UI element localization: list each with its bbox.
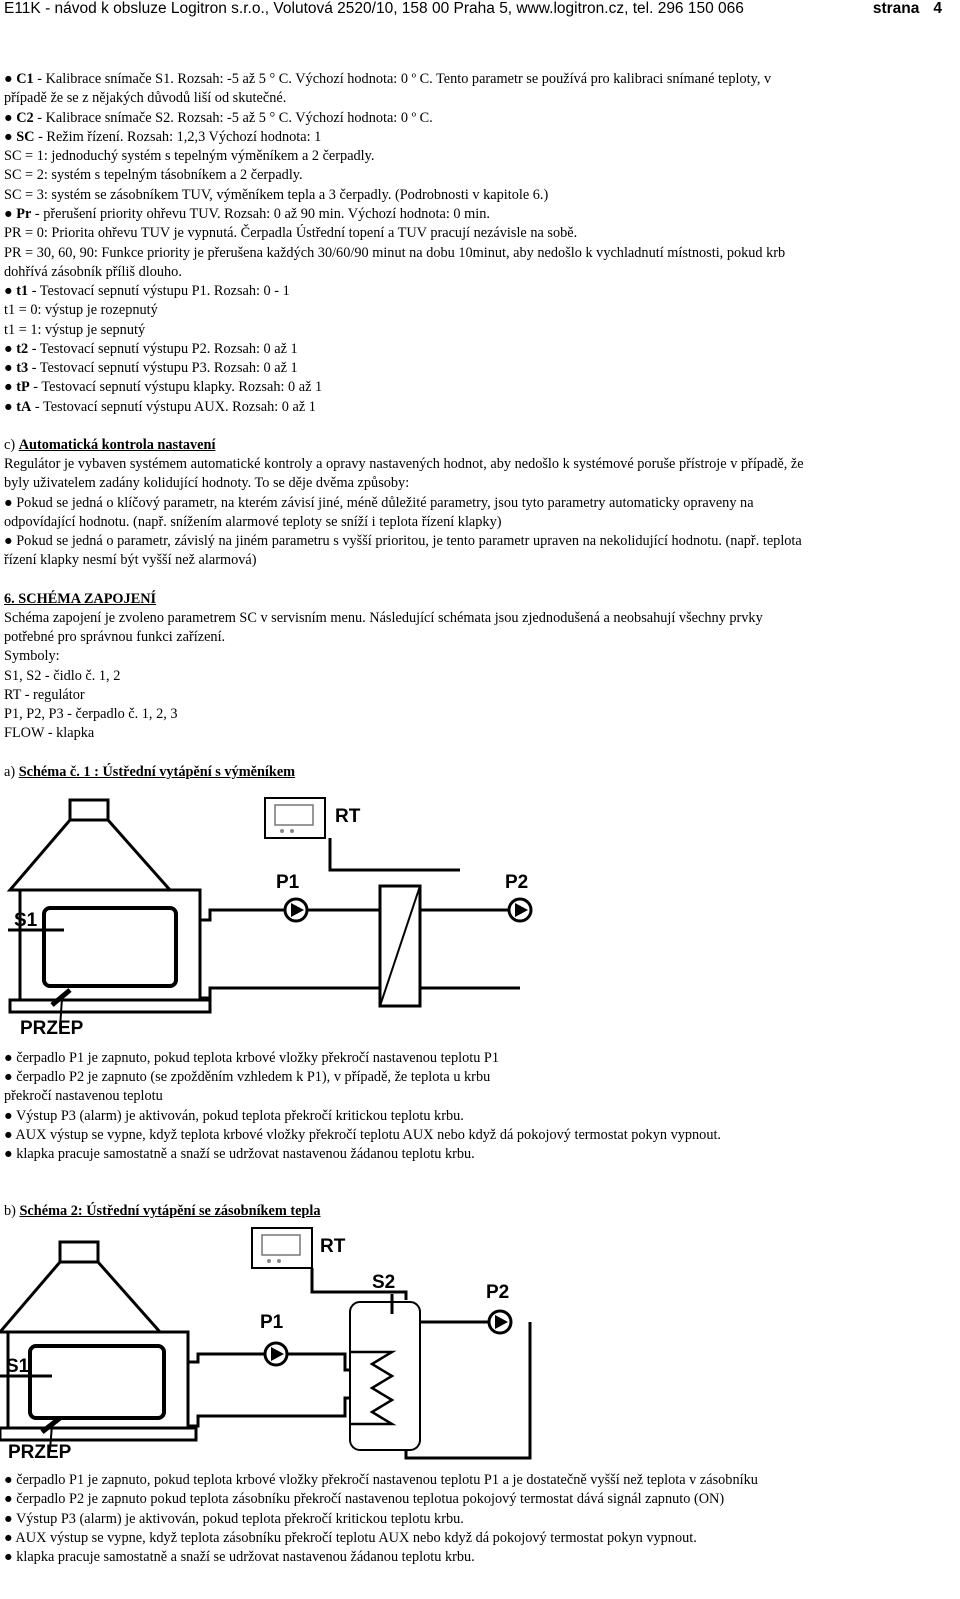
symbols-heading: Symboly: <box>4 648 60 664</box>
fireplace-icon <box>10 800 210 1012</box>
param-sc: ● SC - Režim řízení. Rozsah: 1,2,3 Výchozí hodnota: 1 <box>4 129 322 145</box>
param-t2: ● t2 - Testovací sepnutí výstupu P2. Rozsah: 0 až 1 <box>4 341 298 357</box>
rt-label: RT <box>320 1236 346 1257</box>
schema-2-note-1: ● čerpadlo P1 je zapnuto, pokud teplota krbové vložky překročí nastavenou teplotu P1 a je dostatečně vyšší než teplota v zásobníku <box>4 1472 758 1488</box>
schema-1-note-3: ● Výstup P3 (alarm) je aktivován, pokud teplota překročí kritickou teplotu krbu. <box>4 1108 464 1124</box>
section-c-bullet-1-cont: odpovídající hodnotu. (např. snížením alarmové teploty se sníží i teplota řízení klapky) <box>4 514 502 530</box>
rt-thermostat-icon <box>265 798 325 838</box>
s1-label: S1 <box>6 1356 30 1377</box>
param-sc2: SC = 2: systém s tepelným tásobníkem a 2 čerpadly. <box>4 167 303 183</box>
schema-1-note-5: ● klapka pracuje samostatně a snaží se udržovat nastavenou žádanou teplotu krbu. <box>4 1146 475 1162</box>
param-c1-cont: případě že se z nějakých důvodů liší od skutečné. <box>4 90 287 106</box>
schema-1-note-2-cont: překročí nastavenou teplotu <box>4 1088 163 1104</box>
schema-1-diagram <box>0 790 960 1050</box>
storage-tank-icon <box>350 1302 420 1450</box>
p2-label: P2 <box>505 872 529 893</box>
section-6-heading: 6. SCHÉMA ZAPOJENÍ <box>4 591 157 607</box>
param-pr0: PR = 0: Priorita ohřevu TUV je vypnutá. Čerpadla Ústřední topení a TUV pracují nezávisle na sobě. <box>4 225 578 241</box>
p1-label: P1 <box>276 872 300 893</box>
schema-2-heading: b) Schéma 2: Ústřední vytápění se zásobníkem tepla <box>4 1203 321 1219</box>
header-company-info: E11K - návod k obsluze Logitron s.r.o., Volutová 2520/10, 158 00 Praha 5, www.logitron.cz, tel. 296 150 066 <box>4 0 744 17</box>
section-6-p1: Schéma zapojení je zvoleno parametrem SC v servisním menu. Následující schémata jsou zjednodušená a neobsahují všechny prvky <box>4 610 763 626</box>
schema-2-note-5: ● klapka pracuje samostatně a snaží se udržovat nastavenou žádanou teplotu krbu. <box>4 1549 475 1565</box>
param-sc3: SC = 3: systém se zásobníkem TUV, výměníkem tepla a 3 čerpadly. (Podrobnosti v kapitole 6.) <box>4 187 549 203</box>
pump-p1-icon <box>265 1343 287 1365</box>
piping-lines <box>200 838 520 998</box>
param-ta: ● tA - Testovací sepnutí výstupu AUX. Rozsah: 0 až 1 <box>4 399 316 415</box>
symbol-regulator: RT - regulátor <box>4 687 85 703</box>
s2-label: S2 <box>372 1272 396 1293</box>
s1-label: S1 <box>14 910 38 931</box>
przep-label: PRZEP <box>8 1442 72 1463</box>
schema-1-note-1: ● čerpadlo P1 je zapnuto, pokud teplota krbové vložky překročí nastavenou teplotu P1 <box>4 1050 500 1066</box>
param-c1: ● C1 - Kalibrace snímače S1. Rozsah: -5 až 5 ° C. Výchozí hodnota: 0 º C. Tento parametr se používá pro kalibraci snímané teploty, v <box>4 71 772 87</box>
rt-label: RT <box>335 806 361 827</box>
symbol-pumps: P1, P2, P3 - čerpadlo č. 1, 2, 3 <box>4 706 178 722</box>
pump-p2-icon <box>489 1311 511 1333</box>
section-c-heading: c) Automatická kontrola nastavení <box>4 437 216 453</box>
schema-2-note-2: ● čerpadlo P2 je zapnuto pokud teplota zásobníku překročí nastavenou teplotua pokojový termostat dává signál zapnuto (ON) <box>4 1491 725 1507</box>
param-t3: ● t3 - Testovací sepnutí výstupu P3. Rozsah: 0 až 1 <box>4 360 298 376</box>
fireplace-icon <box>0 1242 196 1440</box>
schema-1-note-2: ● čerpadlo P2 je zapnuto (se zpožděním vzhledem k P1), v případě, že teplota u krbu <box>4 1069 491 1085</box>
param-pr30: PR = 30, 60, 90: Funkce priority je přerušena každých 30/60/90 minut na dobu 10minut, aby nedošlo k vychladnutí místnosti, pokud krb <box>4 245 786 261</box>
schema-1-note-4: ● AUX výstup se vypne, když teplota krbové vložky překročí teplotu AUX nebo když dá pokojový termostat pokyn vypnout. <box>4 1127 722 1143</box>
param-pr30-cont: dohřívá zásobník příliš dlouho. <box>4 264 182 280</box>
p1-label: P1 <box>260 1312 284 1333</box>
pump-p2-icon <box>509 899 531 921</box>
schema-2-diagram <box>0 1222 960 1472</box>
param-t1-1: t1 = 1: výstup je sepnutý <box>4 322 146 338</box>
section-c-bullet-1: ● Pokud se jedná o klíčový parametr, na kterém závisí jiné, méně důležité parametry, jsou tyto parametry automaticky opraveny na <box>4 495 754 511</box>
page-number: 4 <box>933 0 942 17</box>
param-sc1: SC = 1: jednoduchý systém s tepelným výměníkem a 2 čerpadly. <box>4 148 375 164</box>
symbol-flow: FLOW - klapka <box>4 725 95 741</box>
pump-p1-icon <box>285 899 307 921</box>
symbol-sensors: S1, S2 - čidlo č. 1, 2 <box>4 668 121 684</box>
page-label: strana <box>872 0 920 17</box>
rt-thermostat-icon <box>252 1228 312 1268</box>
schema-2-note-4: ● AUX výstup se vypne, když teplota zásobníku překročí teplotu AUX nebo když dá pokojový termostat pokyn vypnout. <box>4 1530 697 1546</box>
section-c-p1-cont: byly uživatelem zadány kolidující hodnoty. To se děje dvěma způsoby: <box>4 475 410 491</box>
param-t1: ● t1 - Testovací sepnutí výstupu P1. Rozsah: 0 - 1 <box>4 283 290 299</box>
przep-label: PRZEP <box>20 1018 84 1039</box>
schema-1-heading: a) Schéma č. 1 : Ústřední vytápění s výměníkem <box>4 764 296 780</box>
param-tp: ● tP - Testovací sepnutí výstupu klapky. Rozsah: 0 až 1 <box>4 379 323 395</box>
schema-2-note-3: ● Výstup P3 (alarm) je aktivován, pokud teplota překročí kritickou teplotu krbu. <box>4 1511 464 1527</box>
section-c-bullet-2-cont: řízení klapky nesmí být vyšší než alarmová) <box>4 552 257 568</box>
heat-exchanger-icon <box>380 886 420 1006</box>
section-6-p1-cont: potřebné pro správnou funkci zařízení. <box>4 629 226 645</box>
param-t1-0: t1 = 0: výstup je rozepnutý <box>4 302 158 318</box>
section-c-p1: Regulátor je vybaven systémem automatické kontroly a opravy nastavených hodnot, aby nedošlo k systémové poruše přístroje v případě, že <box>4 456 804 472</box>
page-header <box>0 0 960 22</box>
p2-label: P2 <box>486 1282 510 1303</box>
param-c2: ● C2 - Kalibrace snímače S2. Rozsah: -5 až 5 ° C. Výchozí hodnota: 0 º C. <box>4 110 433 126</box>
header-page-indicator <box>859 0 942 18</box>
section-c-bullet-2: ● Pokud se jedná o parametr, závislý na jiném parametru s vyšší prioritou, je tento parametr upraven na nekolidující hodnotu. (např. teplota <box>4 533 802 549</box>
param-pr: ● Pr - přerušení priority ohřevu TUV. Rozsah: 0 až 90 min. Výchozí hodnota: 0 min. <box>4 206 490 222</box>
